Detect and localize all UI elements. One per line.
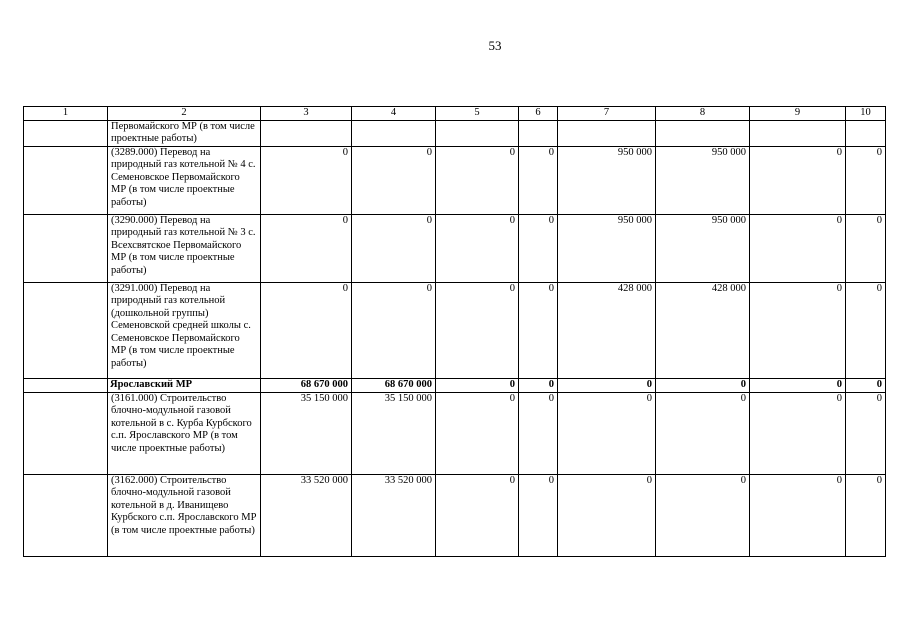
column-header: 7 xyxy=(558,107,656,121)
table-cell: 0 xyxy=(846,282,886,378)
table-cell: 0 xyxy=(436,146,519,214)
table-cell xyxy=(24,392,108,474)
table-cell: Ярославский МР xyxy=(108,378,261,392)
table-cell: 0 xyxy=(436,392,519,474)
table-cell xyxy=(750,120,846,146)
table-cell: 0 xyxy=(519,378,558,392)
table-cell: 33 520 000 xyxy=(352,474,436,556)
table-row xyxy=(24,146,886,214)
table-cell: 68 670 000 xyxy=(261,378,352,392)
column-header: 5 xyxy=(436,107,519,121)
table-cell: 0 xyxy=(261,146,352,214)
table-cell: 0 xyxy=(558,378,656,392)
table-cell: 0 xyxy=(436,378,519,392)
table-cell: 0 xyxy=(352,282,436,378)
header-row xyxy=(24,107,886,121)
column-header: 2 xyxy=(108,107,261,121)
table-cell xyxy=(846,120,886,146)
table-cell: 0 xyxy=(519,392,558,474)
table-cell: 950 000 xyxy=(656,214,750,282)
table-cell: 0 xyxy=(558,392,656,474)
table-cell: 950 000 xyxy=(558,146,656,214)
table-row-total xyxy=(24,378,886,392)
table-cell: 0 xyxy=(846,392,886,474)
page-number: 53 xyxy=(488,38,502,53)
column-header: 9 xyxy=(750,107,846,121)
column-header: 6 xyxy=(519,107,558,121)
table-cell xyxy=(352,120,436,146)
table-cell: (3289.000) Перевод на природный газ котельной № 4 с. Семеновское Первомайского МР (в том числе проектные работы) xyxy=(108,146,261,214)
table-cell: Первомайского МР (в том числе проектные работы) xyxy=(108,120,261,146)
table-cell: 0 xyxy=(656,392,750,474)
table-cell: 35 150 000 xyxy=(352,392,436,474)
table-cell xyxy=(24,282,108,378)
table-cell: 68 670 000 xyxy=(352,378,436,392)
table-cell: (3161.000) Строительство блочно-модульной газовой котельной в с. Курба Курбского с.п. Ярославского МР (в том числе проектные работы) xyxy=(108,392,261,474)
table-cell xyxy=(24,146,108,214)
table-cell xyxy=(261,120,352,146)
table-cell: 0 xyxy=(436,474,519,556)
table-cell: 0 xyxy=(519,146,558,214)
table-cell: 0 xyxy=(846,214,886,282)
table-cell: 0 xyxy=(436,214,519,282)
table-cell: 0 xyxy=(750,282,846,378)
table-cell xyxy=(24,474,108,556)
table-cell: 0 xyxy=(750,146,846,214)
table-cell xyxy=(24,214,108,282)
table-cell: 0 xyxy=(352,146,436,214)
table-cell: 0 xyxy=(846,146,886,214)
column-header: 4 xyxy=(352,107,436,121)
table-cell: 0 xyxy=(558,474,656,556)
table-cell: 33 520 000 xyxy=(261,474,352,556)
table-row xyxy=(24,282,886,378)
table-cell: 0 xyxy=(750,378,846,392)
table-cell: 0 xyxy=(519,214,558,282)
table-cell: 950 000 xyxy=(558,214,656,282)
table-cell: 950 000 xyxy=(656,146,750,214)
table-cell xyxy=(558,120,656,146)
column-header: 10 xyxy=(846,107,886,121)
table-cell xyxy=(24,120,108,146)
table-cell: (3290.000) Перевод на природный газ котельной № 3 с. Всехсвятское Первомайского МР (в том числе проектные работы) xyxy=(108,214,261,282)
table-cell: (3291.000) Перевод на природный газ котельной (дошкольной группы) Семеновской средней школы с. Семеновское Первомайского МР (в том числе проектные работы) xyxy=(108,282,261,378)
table-cell: 0 xyxy=(261,214,352,282)
table-cell: 0 xyxy=(656,378,750,392)
table-cell xyxy=(436,120,519,146)
table-cell: 0 xyxy=(519,474,558,556)
table-cell: 0 xyxy=(656,474,750,556)
table-cell: 0 xyxy=(261,282,352,378)
table-cell: 0 xyxy=(846,378,886,392)
budget-table xyxy=(23,106,886,557)
column-header: 8 xyxy=(656,107,750,121)
column-header: 1 xyxy=(24,107,108,121)
table-cell: (3162.000) Строительство блочно-модульной газовой котельной в д. Иванищево Курбского с.п. Ярославского МР (в том числе проектные работы) xyxy=(108,474,261,556)
table-cell xyxy=(656,120,750,146)
table-cell: 35 150 000 xyxy=(261,392,352,474)
table-cell: 0 xyxy=(750,474,846,556)
table-cell: 0 xyxy=(846,474,886,556)
table-cell: 428 000 xyxy=(558,282,656,378)
table-cell xyxy=(24,378,108,392)
table-cell: 0 xyxy=(750,392,846,474)
table-row xyxy=(24,120,886,146)
table-row xyxy=(24,214,886,282)
table-cell: 0 xyxy=(352,214,436,282)
column-header: 3 xyxy=(261,107,352,121)
table-cell: 0 xyxy=(519,282,558,378)
table-cell: 0 xyxy=(436,282,519,378)
table-cell xyxy=(519,120,558,146)
table-row xyxy=(24,392,886,474)
table-cell: 0 xyxy=(750,214,846,282)
table-row xyxy=(24,474,886,556)
table-cell: 428 000 xyxy=(656,282,750,378)
